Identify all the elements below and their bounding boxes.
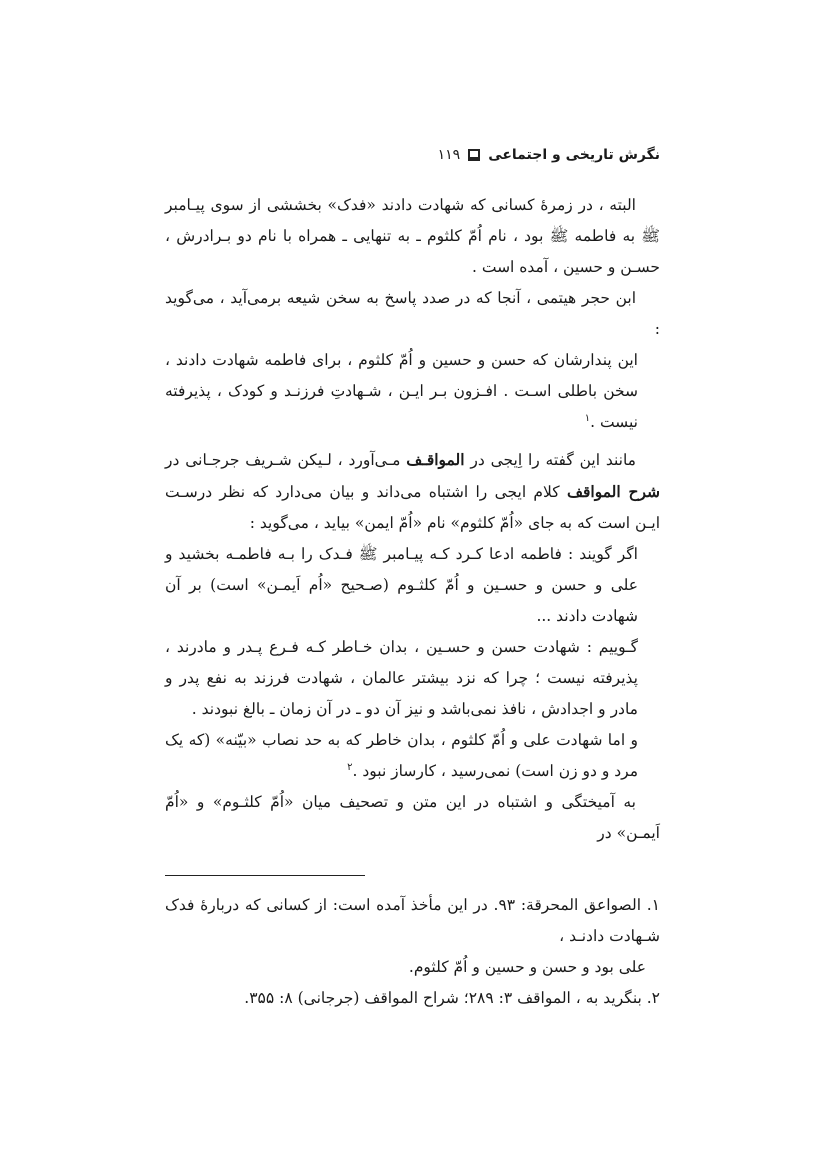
footnote-1-continuation: علی بود و حسن و حسین و اُمّ کلثوم. <box>408 958 646 976</box>
square-marker-icon <box>468 149 480 161</box>
running-header <box>165 140 660 170</box>
paragraph-1: البته ، در زمرهٔ کسانی که شهادت دادند «فدک» بخششی از سوی پیـامبر ﷺ به فاطمه ﷺ بود ، نام اُمّ کلثوم ـ به تنهایی ـ همراه با نام دو بـرادرش ، حسـن و حسین ، آمده است . <box>165 196 660 276</box>
quote-2: اگر گویند : فاطمه ادعا کـرد کـه پیـامبر ﷺ فـدک را بـه فاطمـه بخشید و علی و حسن و حسـین و اُمّ کلثـوم (صـحیح «اُم اَیمـن» است) بر آن شهادت دادند ... <box>165 545 638 625</box>
footnote-ref-1: ۱ <box>584 412 591 424</box>
quote-1-text: این پندارشان که حسن و حسین و اُمّ کلثوم ، برای فاطمه شهادت دادند ، سخن باطلی اسـت . افـزون بـر ایـن ، شـهادتِ فرزنـد و کودک ، پذیرفته نیست . <box>165 351 638 431</box>
paragraph-2: ابن حجر هیتمی ، آنجا که در صدد پاسخ به سخن شیعه برمی‌آید ، می‌گوید : <box>165 289 660 338</box>
footnote-divider <box>165 875 365 876</box>
footnote-1: ۱. الصواعق المحرقة: ۹۳. در این مأخذ آمده است: از کسانی که دربارهٔ فدک شـهادت دادنـد ، <box>165 896 660 945</box>
footnotes <box>165 890 660 1014</box>
quote-4-text: و اما شهادت علی و اُمّ کلثوم ، بدان خاطر که به حد نصاب «بیّنه» (که یک مرد و دو زن است) نمی‌رسید ، کارساز نبود . <box>165 731 638 780</box>
paragraph-3-part-e: کلام ایجی را اشتباه می‌داند و بیان می‌دارد که نظر درسـت ایـن است که به جای «اُمّ کلثوم» نام «اُمّ ایمن» بیاید ، می‌گوید : <box>165 483 660 532</box>
book-title-sharh-mawaqif: شرح المواقف <box>566 482 660 501</box>
paragraph-3-part-c: مـی‌آورد ، لـیکن شـریف جرجـانی در <box>165 451 407 469</box>
footnote-ref-2: ۲ <box>347 761 353 773</box>
paragraph-4: به آمیختگی و اشتباه در این متن و تصحیف میان «اُمّ کلثـوم» و «اُمّ اَیمـن» در <box>165 793 660 842</box>
book-page <box>165 140 660 1014</box>
footnote-2: ۲. بنگرید به ، المواقف ۳: ۲۸۹؛ شراح المواقف (جرجانی) ۸: ۳۵۵. <box>244 989 660 1007</box>
quote-4 <box>165 725 638 787</box>
book-title-mawaqif: المواقـف <box>406 450 465 469</box>
quote-1 <box>165 345 638 438</box>
quote-3: گـوییم : شهادت حسن و حسـین ، بدان خـاطر کـه فـرع پـدر و مادرند ، پذیرفته نیست ؛ چرا که نزد بیشتر عالمان ، شهادت فرزند به نفع پدر و مادر و اجدادش ، نافذ نمی‌باشد و نیز آن دو ـ در آن زمان ـ بالغ نبودند . <box>165 638 638 718</box>
page-number: ۱۱۹ <box>437 147 461 163</box>
paragraph-3-part-a: مانند این گفته را اِیجی در <box>464 451 636 469</box>
running-title: نگرش تاریخی و اجتماعی <box>488 147 660 163</box>
paragraph-3 <box>165 444 660 539</box>
